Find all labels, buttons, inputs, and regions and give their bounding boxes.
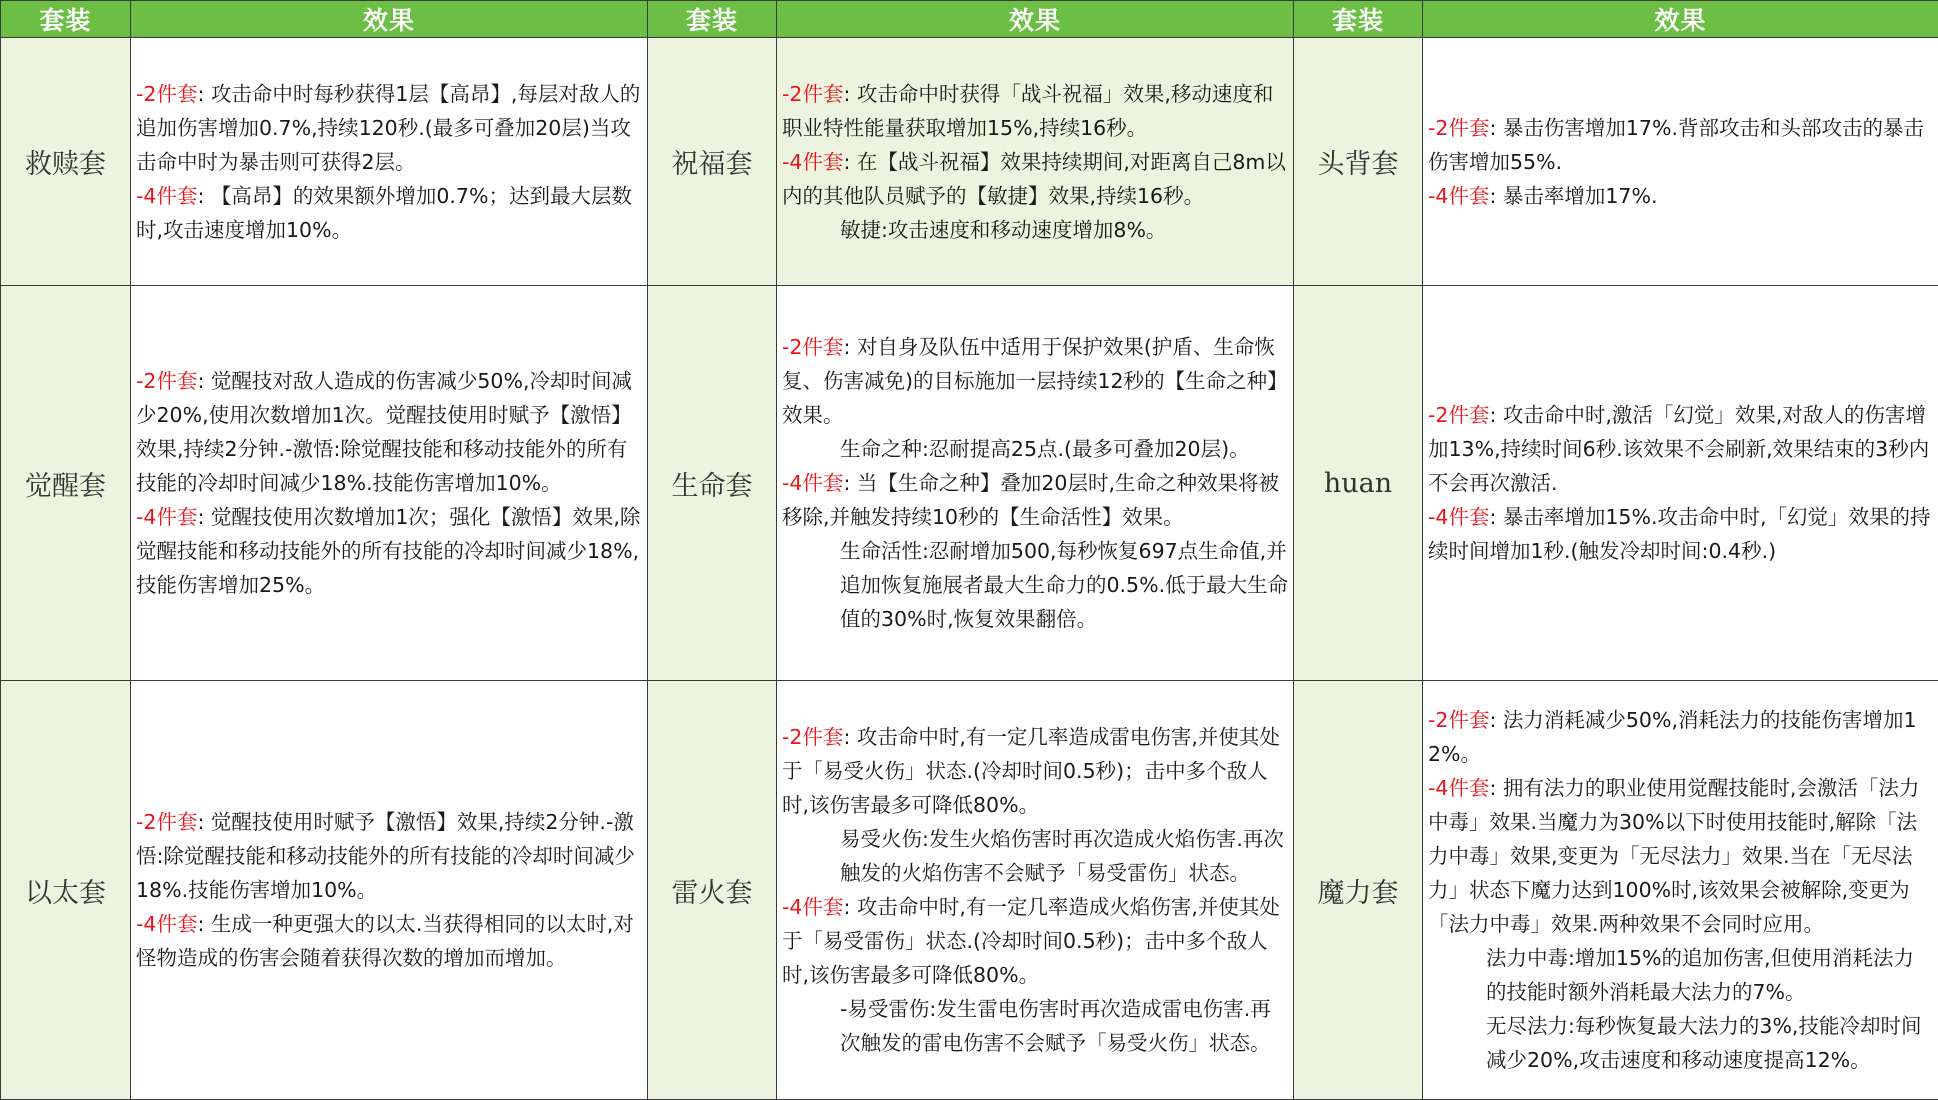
tier-label: -2件套 [136, 82, 197, 106]
header-effect: 效果 [1423, 1, 1938, 38]
tier-label: -4件套 [136, 184, 197, 208]
header-set: 套装 [648, 1, 777, 38]
set-name: 雷火套 [648, 681, 777, 1100]
set-name: 生命套 [648, 286, 777, 681]
effect-text: : 攻击命中时,有一定几率造成雷电伤害,并使其处于「易受火伤」状态.(冷却时间0.5秒)；击中多个敌人时,该伤害最多可降低80%。 [782, 725, 1280, 817]
effect-text: : 暴击率增加15%.攻击命中时,「幻觉」效果的持续时间增加1秒.(触发冷却时间:0.4秒.) [1428, 505, 1930, 563]
effect-line [1428, 500, 1934, 568]
effect-line [782, 77, 1289, 145]
effect-line [782, 890, 1289, 992]
effect-text: : 法力消耗减少50%,消耗法力的技能伤害增加12%。 [1428, 708, 1917, 766]
effect-line [782, 466, 1289, 534]
effect-text: : 拥有法力的职业使用觉醒技能时,会激活「法力中毒」效果.当魔力为30%以下时使用技能时,解除「法力中毒」效果,变更为「无尽法力」效果.当在「无尽法力」状态下魔力达到100%时,该效果会被解除,变更为「法力中毒」效果.两种效果不会同时应用。 [1428, 776, 1919, 936]
tier-label: -4件套 [782, 895, 843, 919]
header-effect: 效果 [131, 1, 648, 38]
effect-line [1428, 111, 1934, 179]
tier-label: -2件套 [782, 335, 843, 359]
tier-label: -4件套 [782, 471, 843, 495]
set-effect [777, 38, 1294, 286]
set-effect [131, 38, 648, 286]
effect-text: : 生成一种更强大的以太.当获得相同的以太时,对怪物造成的伤害会随着获得次数的增加而增加。 [136, 912, 634, 970]
tier-label: -2件套 [1428, 403, 1489, 427]
header-effect: 效果 [777, 1, 1294, 38]
tier-label: -2件套 [136, 369, 197, 393]
effect-line [782, 720, 1289, 822]
effect-line [782, 992, 1289, 1060]
table-row [1, 286, 1938, 681]
effect-text: : 攻击命中时,有一定几率造成火焰伤害,并使其处于「易受雷伤」状态.(冷却时间0.5秒)；击中多个敌人时,该伤害最多可降低80%。 [782, 895, 1280, 987]
effect-text: : 在【战斗祝福】效果持续期间,对距离自己8m以内的其他队员赋予的【敏捷】效果,持续16秒。 [782, 150, 1286, 208]
tier-label: -2件套 [136, 810, 197, 834]
effect-text: 无尽法力:每秒恢复最大法力的3%,技能冷却时间减少20%,攻击速度和移动速度提高12%。 [1486, 1014, 1921, 1072]
effect-text: : 觉醒技使用次数增加1次；强化【激悟】效果,除觉醒技能和移动技能外的所有技能的冷却时间减少18%,技能伤害增加25%。 [136, 505, 640, 597]
effect-text: : 暴击率增加17%. [1489, 184, 1657, 208]
effect-line [1428, 941, 1934, 1009]
effect-line [782, 432, 1289, 466]
effect-text: -易受雷伤:发生雷电伤害时再次造成雷电伤害.再次触发的雷电伤害不会赋予「易受火伤」状态。 [840, 997, 1271, 1055]
effect-line [782, 822, 1289, 890]
set-name: 觉醒套 [1, 286, 131, 681]
effect-line [136, 77, 643, 179]
set-effect [777, 286, 1294, 681]
set-name: huan [1294, 286, 1423, 681]
effect-line [1428, 398, 1934, 500]
effect-text: : 攻击命中时获得「战斗祝福」效果,移动速度和职业特性能量获取增加15%,持续16秒。 [782, 82, 1273, 140]
effect-text: : 【高昂】的效果额外增加0.7%；达到最大层数时,攻击速度增加10%。 [136, 184, 632, 242]
effect-line [136, 364, 643, 500]
header-set: 套装 [1, 1, 131, 38]
tier-label: -2件套 [1428, 708, 1489, 732]
effect-line [136, 805, 643, 907]
tier-label: -4件套 [1428, 776, 1489, 800]
effect-line [1428, 1009, 1934, 1077]
effect-text: : 对自身及队伍中适用于保护效果(护盾、生命恢复、伤害减免)的目标施加一层持续12秒的【生命之种】效果。 [782, 335, 1288, 427]
effect-text: 敏捷:攻击速度和移动速度增加8%。 [840, 218, 1166, 242]
set-name: 救赎套 [1, 38, 131, 286]
effect-text: : 暴击伤害增加17%.背部攻击和头部攻击的暴击伤害增加55%. [1428, 116, 1924, 174]
effect-text: 法力中毒:增加15%的追加伤害,但使用消耗法力的技能时额外消耗最大法力的7%。 [1486, 946, 1914, 1004]
header-row [1, 1, 1938, 38]
effect-line [782, 330, 1289, 432]
effect-text: : 觉醒技使用时赋予【激悟】效果,持续2分钟.-激悟:除觉醒技能和移动技能外的所有技能的冷却时间减少18%.技能伤害增加10%。 [136, 810, 635, 902]
set-effect [131, 286, 648, 681]
set-effect [777, 681, 1294, 1100]
effect-line [782, 145, 1289, 213]
effect-line [136, 500, 643, 602]
effect-text: : 攻击命中时,激活「幻觉」效果,对敌人的伤害增加13%,持续时间6秒.该效果不会刷新,效果结束的3秒内不会再次激活. [1428, 403, 1929, 495]
tier-label: -4件套 [136, 912, 197, 936]
effect-line [136, 179, 643, 247]
tier-label: -2件套 [1428, 116, 1489, 140]
effect-line [1428, 703, 1934, 771]
set-name: 祝福套 [648, 38, 777, 286]
tier-label: -2件套 [782, 82, 843, 106]
effect-line [1428, 179, 1934, 213]
set-name: 魔力套 [1294, 681, 1423, 1100]
tier-label: -4件套 [136, 505, 197, 529]
set-effect [1423, 38, 1938, 286]
effect-line [1428, 771, 1934, 941]
set-effect [1423, 286, 1938, 681]
tier-label: -4件套 [1428, 184, 1489, 208]
effect-text: 生命之种:忍耐提高25点.(最多可叠加20层)。 [840, 437, 1250, 461]
header-set: 套装 [1294, 1, 1423, 38]
set-name: 以太套 [1, 681, 131, 1100]
effect-text: 易受火伤:发生火焰伤害时再次造成火焰伤害.再次触发的火焰伤害不会赋予「易受雷伤」状态。 [840, 827, 1284, 885]
set-effect [131, 681, 648, 1100]
table-row [1, 681, 1938, 1100]
effect-text: : 攻击命中时每秒获得1层【高昂】,每层对敌人的追加伤害增加0.7%,持续120秒.(最多可叠加20层)当攻击命中时为暴击则可获得2层。 [136, 82, 640, 174]
set-effect [1423, 681, 1938, 1100]
effect-line [136, 907, 643, 975]
effect-line [782, 534, 1289, 636]
effect-text: : 当【生命之种】叠加20层时,生命之种效果将被移除,并触发持续10秒的【生命活性】效果。 [782, 471, 1279, 529]
effect-text: 生命活性:忍耐增加500,每秒恢复697点生命值,并追加恢复施展者最大生命力的0.5%.低于最大生命值的30%时,恢复效果翻倍。 [840, 539, 1288, 631]
effect-text: : 觉醒技对敌人造成的伤害减少50%,冷却时间减少20%,使用次数增加1次。觉醒技使用时赋予【激悟】效果,持续2分钟.-激悟:除觉醒技能和移动技能外的所有技能的冷却时间减少18%.技能伤害增加10%。 [136, 369, 632, 495]
effect-line [782, 213, 1289, 247]
tier-label: -4件套 [1428, 505, 1489, 529]
tier-label: -4件套 [782, 150, 843, 174]
table-row [1, 38, 1938, 286]
set-name: 头背套 [1294, 38, 1423, 286]
tier-label: -2件套 [782, 725, 843, 749]
